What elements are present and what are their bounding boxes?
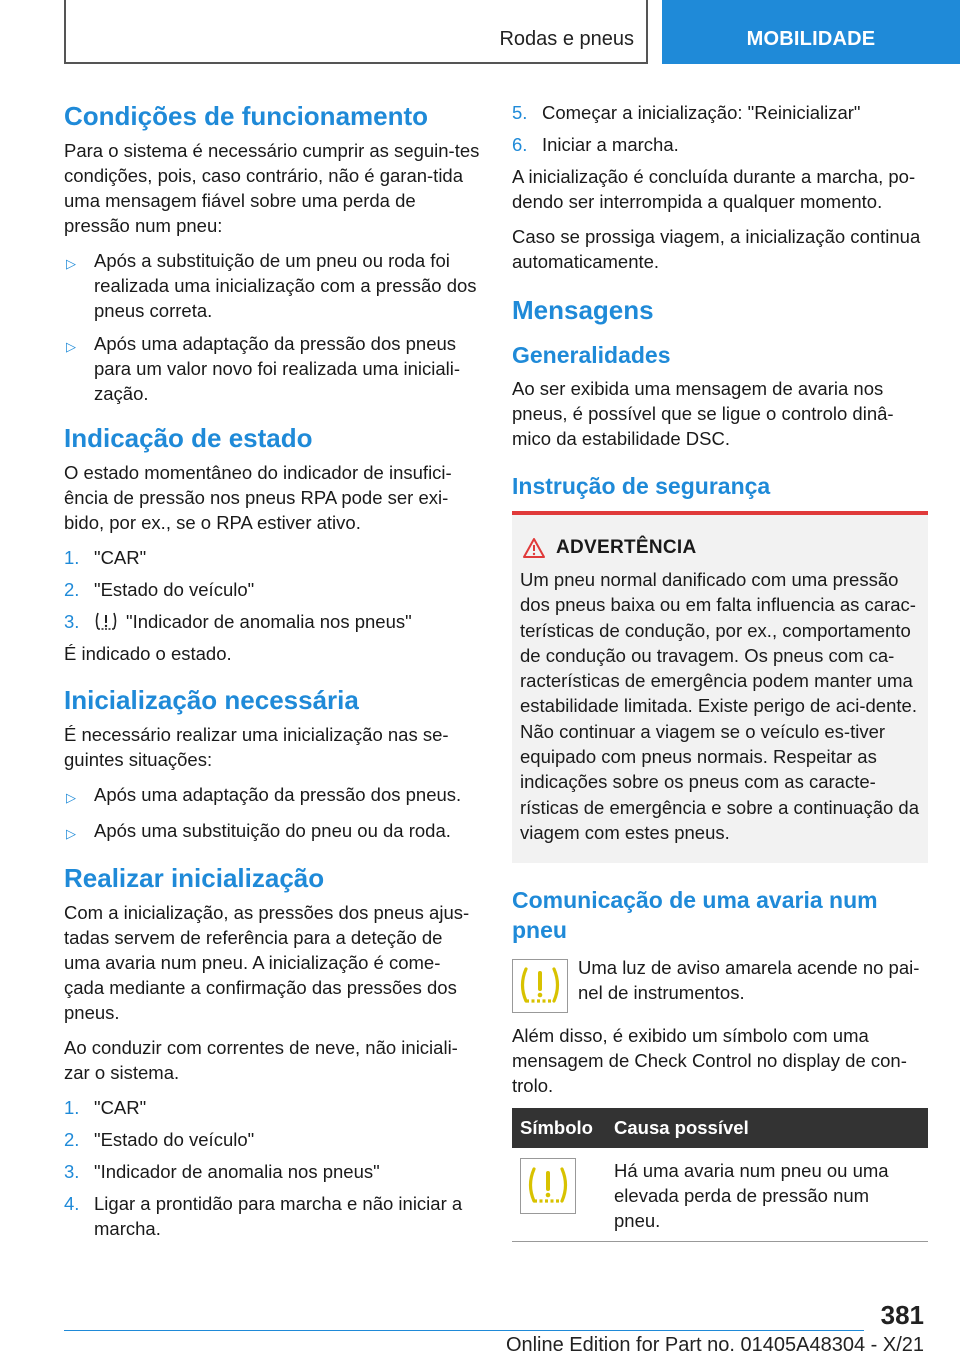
- bullet-text: Após uma adaptação da pressão dos pneus para um valor novo foi realizada uma iniciali-zação.: [94, 333, 461, 404]
- warning-triangle-icon: [522, 537, 546, 559]
- tire-pressure-warning-icon: [525, 1165, 571, 1207]
- step-text: "Estado do veículo": [94, 579, 255, 600]
- bullet-text: Após a substituição de um pneu ou roda foi realizada uma inicialização com a pressão dos pneus correta.: [94, 250, 477, 321]
- step-text: "Indicador de anomalia nos pneus": [126, 611, 412, 632]
- heading-safety: Instrução de segurança: [512, 473, 771, 499]
- page-number: 381: [880, 1300, 924, 1330]
- step-number: 1.: [64, 1097, 80, 1118]
- step-text: Ligar a prontidão para marcha e não iniciar a marcha.: [94, 1193, 463, 1239]
- triangle-bullet-icon: ▷: [66, 826, 76, 841]
- step-number: 5.: [512, 102, 528, 123]
- left-column: [64, 100, 480, 1248]
- paragraph-concluded: A inicialização é concluída durante a marcha, po-dendo ser interrompida a qualquer momento.: [512, 166, 916, 212]
- warning-title: [556, 537, 922, 559]
- table-cell-cause: Há uma avaria num pneu ou uma elevada perda de pressão num pneu.: [606, 1148, 928, 1242]
- heading-status: Indicação de estado: [64, 423, 313, 453]
- bullet-item: [64, 248, 480, 323]
- step-item: [64, 1095, 480, 1120]
- warning-box: [512, 511, 928, 863]
- paragraph-init-needed: É necessário realizar uma inicialização nas se-guintes situações:: [64, 724, 449, 770]
- footer-text: Online Edition for Part no. 01405A48304 - X/21: [505, 1334, 924, 1356]
- bullet-item: [64, 818, 480, 846]
- table-header-row: [512, 1108, 928, 1148]
- indicator-icon-box: [512, 959, 568, 1013]
- step-item: [512, 100, 928, 125]
- header-section-label: Rodas e pneus: [499, 28, 634, 50]
- step-item: [64, 609, 480, 634]
- bullet-item: [64, 331, 480, 406]
- step-item: [64, 577, 480, 602]
- paragraph-general: Ao ser exibida uma mensagem de avaria nos pneus, é possível que se ligue o controlo dinâ-mico da estabilidade DSC.: [512, 378, 894, 449]
- step-number: 3.: [64, 1161, 80, 1182]
- step-text-with-icon: [94, 609, 480, 634]
- indicator-row: [512, 955, 928, 1013]
- symbol-icon-box: [520, 1158, 576, 1214]
- warning-text: Um pneu normal danificado com uma pressão dos pneus baixa ou em falta influencia as carac-terísticas de condução, por ex., comportamento de condução ou travagem. Os pneus com ca-racterísticas de emergência podem manter uma estabilidade limitada. Existe perigo de aci-dente. Não continuar a viagem se o veículo es-tiver equipado com pneus normais. Respeitar as indicações sobre os pneus com as caracte-rísticas de emergência e sobre a continuação da viagem com estes pneus.: [520, 569, 920, 843]
- bullet-text: Após uma substituição do pneu ou da roda.: [94, 820, 451, 841]
- paragraph-report-cc: Além disso, é exibido um símbolo com uma mensagem de Check Control no display de con-trolo.: [512, 1025, 907, 1097]
- step-text: "CAR": [94, 1097, 147, 1118]
- table-row: [512, 1148, 928, 1242]
- paragraph-report-icon: Uma luz de aviso amarela acende no pai-nel de instrumentos.: [578, 957, 920, 1004]
- step-item: [64, 1191, 480, 1241]
- symbol-cause-table: [512, 1108, 928, 1242]
- right-column: [512, 100, 928, 1242]
- table-header-cause: Causa possível: [606, 1108, 928, 1148]
- heading-init-needed: Inicialização necessária: [64, 685, 359, 715]
- header-chapter-tab: [662, 0, 960, 64]
- paragraph-continue: Caso se prossiga viagem, a inicialização continua automaticamente.: [512, 226, 921, 272]
- step-number: 2.: [64, 1129, 80, 1150]
- step-text: "Indicador de anomalia nos pneus": [94, 1161, 380, 1182]
- triangle-bullet-icon: ▷: [66, 790, 76, 805]
- step-item: [64, 1127, 480, 1152]
- triangle-bullet-icon: ▷: [66, 256, 76, 271]
- heading-do-init: Realizar inicialização: [64, 863, 325, 893]
- step-number: 3.: [64, 611, 80, 632]
- step-item: [64, 1159, 480, 1184]
- step-item: [64, 545, 480, 570]
- heading-conditions: Condições de funcionamento: [64, 101, 429, 131]
- paragraph-do-init-1: Com a inicialização, as pressões dos pneus ajus-tadas servem de referência para a deteção de uma avaria num pneu. A inicialização é come-çada mediante a confirmação das pressões dos pneus.: [64, 902, 470, 1023]
- paragraph-status: O estado momentâneo do indicador de insufici-ência de pressão nos pneus RPA pode ser exi-bido, por ex., se o RPA estiver ativo.: [64, 462, 452, 533]
- warning-title-text: ADVERTÊNCIA: [556, 537, 697, 558]
- header-chapter-label: MOBILIDADE: [746, 28, 876, 50]
- step-number: 2.: [64, 579, 80, 600]
- header-section-tab: [64, 0, 648, 64]
- step-number: 1.: [64, 547, 80, 568]
- heading-messages: Mensagens: [512, 295, 654, 325]
- triangle-bullet-icon: ▷: [66, 339, 76, 354]
- table-cell-symbol: [512, 1148, 606, 1242]
- step-text: Iniciar a marcha.: [542, 134, 679, 155]
- step-number: 4.: [64, 1193, 80, 1214]
- footer-divider: [64, 1330, 864, 1331]
- table-header-symbol: Símbolo: [512, 1108, 606, 1148]
- bullet-text: Após uma adaptação da pressão dos pneus.: [94, 784, 462, 805]
- heading-general: Generalidades: [512, 342, 671, 368]
- bullet-item: [64, 782, 480, 810]
- step-text: "CAR": [94, 547, 147, 568]
- tire-pressure-warning-icon: [517, 965, 563, 1007]
- tire-pressure-warning-icon: [94, 611, 118, 631]
- step-number: 6.: [512, 134, 528, 155]
- step-text: Começar a inicialização: "Reinicializar": [542, 102, 861, 123]
- step-item: [512, 132, 928, 157]
- step-text: "Estado do veículo": [94, 1129, 255, 1150]
- paragraph-status-shown: É indicado o estado.: [64, 643, 232, 664]
- paragraph-conditions: Para o sistema é necessário cumprir as seguin-tes condições, pois, caso contrário, não é garan-tida uma mensagem fiável sobre uma perda de pressão num pneu:: [64, 140, 480, 236]
- heading-report: Comunicação de uma avaria num pneu: [512, 887, 878, 944]
- paragraph-do-init-2: Ao conduzir com correntes de neve, não iniciali-zar o sistema.: [64, 1037, 458, 1083]
